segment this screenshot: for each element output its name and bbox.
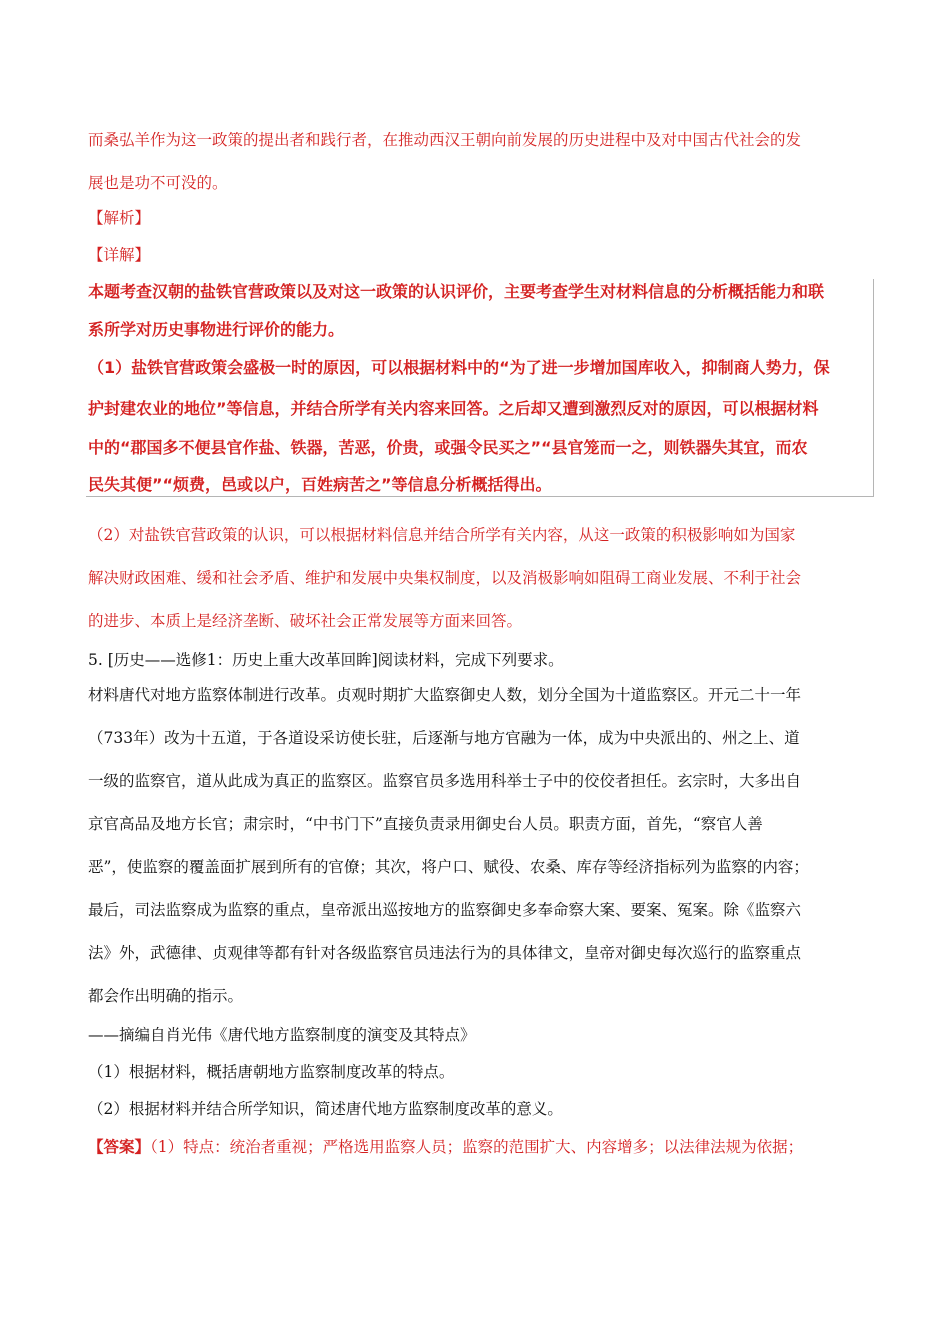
detail-line-5: 中的“郡国多不便县官作盐、铁器，苦恶，价贵，或强令民买之”“县官笼而一之，则铁器失其宜，而农 — [88, 438, 808, 457]
material-line-6: 最后，司法监察成为监察的重点，皇帝派出巡按地方的监察御史多奉命察大案、要案、冤案。除《监察六 — [88, 901, 802, 919]
analysis-tag: 【解析】 — [88, 209, 151, 227]
material-line-8: 都会作出明确的指示。 — [88, 987, 244, 1005]
detail-line-2: 系所学对历史事物进行评价的能力。 — [88, 320, 345, 339]
material-line-3: 一级的监察官，道从此成为真正的监察区。监察官员多选用科举士子中的佼佼者担任。玄宗时，大多出自 — [88, 772, 802, 790]
detail-line-6: 民失其便”“烦费，邑或以户，百姓病苦之”等信息分析概括得出。 — [88, 475, 552, 494]
part2-line-2: 解决财政困难、缓和社会矛盾、维护和发展中央集权制度，以及消极影响如阻碍工商业发展、不利于社会 — [88, 569, 802, 587]
material-line-7: 法》外，武德律、贞观律等都有针对各级监察官员违法行为的具体律文，皇帝对御史每次巡行的监察重点 — [88, 944, 802, 962]
detail-line-1: 本题考查汉朝的盐铁官营政策以及对这一政策的认识评价，主要考查学生对材料信息的分析概括能力和联 — [88, 282, 825, 301]
answer-tag: 【答案】 — [88, 1137, 151, 1156]
question-title: 5. [历史——选修1：历史上重大改革回眸]阅读材料，完成下列要求。 — [88, 651, 564, 669]
answer-line — [88, 1137, 803, 1157]
material-line-2: （733年）改为十五道，于各道设采访使长驻，后逐渐与地方官融为一体，成为中央派出的、州之上、道 — [88, 729, 800, 747]
question-2: （2）根据材料并结合所学知识，简述唐代地方监察制度改革的意义。 — [88, 1100, 563, 1118]
detail-box — [86, 279, 874, 497]
part2-line-1: （2）对盐铁官营政策的认识，可以根据材料信息并结合所学有关内容，从这一政策的积极影响如为国家 — [88, 526, 796, 544]
detail-tag: 【详解】 — [88, 246, 151, 264]
material-line-5: 恶”，使监察的覆盖面扩展到所有的官僚；其次，将户口、赋役、农桑、库存等经济指标列为监察的内容； — [88, 858, 809, 876]
part2-line-3: 的进步、本质上是经济垄断、破坏社会正常发展等方面来回答。 — [88, 612, 523, 630]
material-source: ——摘编自肖光伟《唐代地方监察制度的演变及其特点》 — [88, 1026, 476, 1044]
question-1: （1）根据材料，概括唐朝地方监察制度改革的特点。 — [88, 1063, 455, 1081]
detail-line-4: 护封建农业的地位”等信息，并结合所学有关内容来回答。之后却又遭到激烈反对的原因，可以根据材料 — [88, 399, 819, 418]
material-line-4: 京官高品及地方长官；肃宗时，“中书门下”直接负责录用御史台人员。职责方面，首先，“察官人善 — [88, 815, 763, 833]
material-line-1: 材料唐代对地方监察体制进行改革。贞观时期扩大监察御史人数，划分全国为十道监察区。开元二十一年 — [88, 686, 802, 704]
detail-line-3: （1）盐铁官营政策会盛极一时的原因，可以根据材料中的“为了进一步增加国库收入，抑制商人势力，保 — [88, 358, 830, 377]
intro-line-1: 而桑弘羊作为这一政策的提出者和践行者，在推动西汉王朝向前发展的历史进程中及对中国古代社会的发 — [88, 131, 802, 149]
intro-line-2: 展也是功不可没的。 — [88, 174, 228, 192]
answer-text: （1）特点：统治者重视；严格选用监察人员；监察的范围扩大、内容增多；以法律法规为依据； — [150, 1138, 804, 1156]
